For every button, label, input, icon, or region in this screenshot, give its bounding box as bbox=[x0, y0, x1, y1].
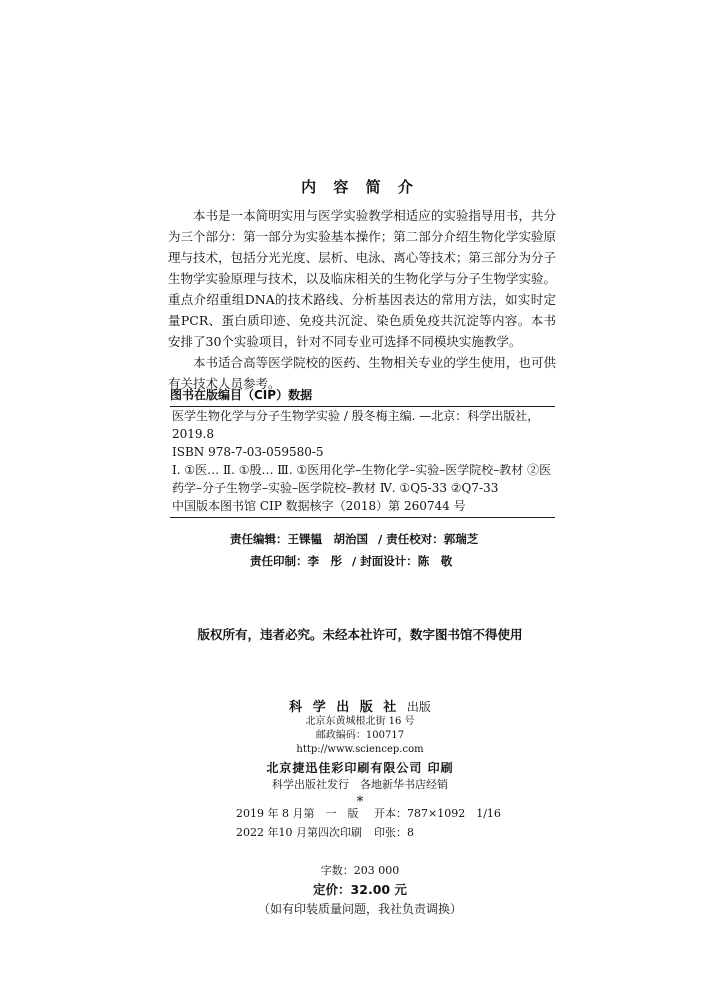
printer-name: 北京捷迅佳彩印刷有限公司 印刷 bbox=[266, 761, 454, 775]
cip-block bbox=[170, 386, 555, 518]
edition-block bbox=[236, 804, 536, 842]
publisher-suffix: 出版 bbox=[406, 700, 431, 714]
cip-title-line: 医学生物化学与分子生物学实验 / 殷冬梅主编. —北京：科学出版社，2019.8 bbox=[172, 409, 540, 441]
publisher-url: http://www.sciencep.com bbox=[296, 744, 424, 755]
distribution-line: 科学出版社发行 各地新华书店经销 bbox=[272, 778, 448, 791]
edition-row bbox=[236, 804, 536, 823]
intro-section bbox=[168, 205, 556, 394]
cover-designer: / 封面设计：陈 敬 bbox=[352, 554, 453, 568]
price: 定价：32.00 元 bbox=[313, 882, 407, 897]
publisher-name-line bbox=[0, 696, 720, 715]
print-sheets: 印张：8 bbox=[374, 826, 414, 839]
print-manager: 责任印制：李 彤 bbox=[250, 554, 342, 568]
responsible-editor: 责任编辑：王锞韫 胡治国 bbox=[230, 532, 368, 546]
quality-note: （如有印装质量问题，我社负责调换） bbox=[257, 902, 462, 916]
word-count: 字数：203 000 bbox=[320, 864, 400, 877]
copyright-notice: 版权所有，违者必究。未经本社许可，数字图书馆不得使用 bbox=[197, 627, 523, 642]
cip-heading: 图书在版编目（CIP）数据 bbox=[170, 388, 313, 402]
book-format: 开本：787×1092 1/16 bbox=[374, 807, 501, 820]
edition-date: 2019 年 8 月第 一 版 bbox=[236, 807, 359, 820]
print-date: 2022 年10 月第四次印刷 bbox=[236, 826, 362, 839]
cip-bottom-rule bbox=[170, 517, 555, 518]
separator-star: * bbox=[356, 794, 364, 810]
credits-line-1 bbox=[0, 531, 720, 547]
edition-row bbox=[236, 823, 536, 842]
intro-paragraph: 本书是一本简明实用与医学实验教学相适应的实验指导用书，共分为三个部分：第一部分为实验基本操作；第二部分介绍生物化学实验原理与技术，包括分光光度、层析、电泳、离心等技术；第三部分为分子生物学实验原理与技术，以及临床相关的生物化学与分子生物学实验。重点介绍重组DNA的技术路线、分析基因表达的常用方法，如实时定量PCR、蛋白质印迹、免疫共沉淀、染色质免疫共沉淀等内容。本书安排了30个实验项目，针对不同专业可选择不同模块实施教学。 bbox=[168, 208, 556, 349]
cip-isbn: ISBN 978-7-03-059580-5 bbox=[172, 445, 324, 459]
credits-line-2 bbox=[0, 553, 720, 569]
cip-record-number: 中国版本图书馆 CIP 数据核字（2018）第 260744 号 bbox=[172, 499, 466, 513]
intro-title: 内 容 简 介 bbox=[301, 178, 419, 196]
intro-paragraph: 本书适合高等医学院校的医药、生物相关专业的学生使用，也可供有关技术人员参考。 bbox=[168, 355, 556, 391]
cip-classification: Ⅰ. ①医… Ⅱ. ①殷… Ⅲ. ①医用化学–生物化学–实验–医学院校–教材 ②医药学–分子生物学–实验–医学院校–教材 Ⅳ. ①Q5-33 ②Q7-33 bbox=[172, 463, 552, 495]
publisher-address: 北京东黄城根北街 16 号 bbox=[305, 716, 415, 727]
publisher-name: 科 学 出 版 社 bbox=[289, 700, 400, 715]
responsible-proofreader: / 责任校对：郭瑞芝 bbox=[378, 532, 479, 546]
publisher-block bbox=[0, 696, 720, 808]
publisher-postcode: 邮政编码：100717 bbox=[315, 730, 405, 741]
